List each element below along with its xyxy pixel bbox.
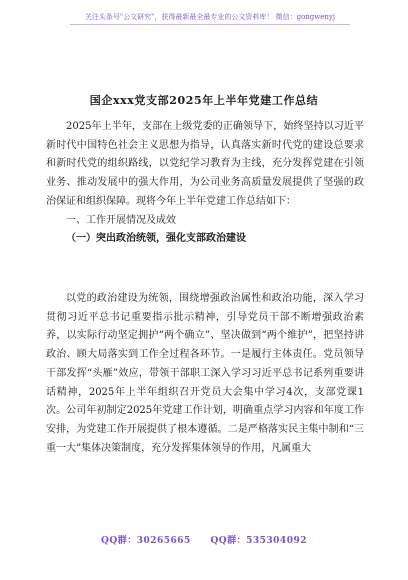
footer-qq-1: QQ群：30265665	[101, 536, 191, 546]
subsection-heading: （一）突出政治统领，强化支部政治建设	[66, 233, 246, 245]
document-title: 国企xxx党支部2025年上半年党建工作总结	[89, 94, 319, 107]
footer-qq-2: QQ群：535304092	[210, 536, 307, 546]
footer-qq-groups	[0, 533, 408, 546]
section-heading: 一、工作开展情况及成效	[66, 214, 176, 226]
intro-block	[46, 118, 364, 249]
body-paragraph: 以党的政治建设为统领，围绕增强政治属性和政治功能，深入学习贯彻习近平总书记重要指示批示精神，引导党员干部不断增强政治素养，以实际行动坚定拥护“两个确立”、坚决做到“两个维护”，把坚持讲政治、顾大局落实到工作全过程各环节。一是履行主体责任。党员领导干部发挥“头雁”效应，带领干部职工深入学习习近平总书记系列重要讲话精神，2025年上半年组织召开党员大会集中学习4次，支部党课1次。公司年初制定2025年党建工作计划，明确重点学习内容和年度工作安排，为党建工作开展提供了根本遵循。二是严格落实民主集中制和“三重一大”集体决策制度，充分发挥集体领导的作用，凡属重大	[46, 293, 364, 454]
body-block	[46, 290, 364, 458]
promo-banner: 关注头条号"公文研究"，获得最新最全最专业的公文资料库！ 微信：gongwenyj	[70, 10, 350, 25]
intro-paragraph: 2025年上半年，支部在上级党委的正确领导下，始终坚持以习近平新时代中国特色社会主义思想为指导，认真落实新时代党的建设总要求和新时代党的组织路线，以党纪学习教育为主线，充分发挥党建在引领业务、推动发展中的强大作用，为公司业务高质量发展提供了坚强的政治保证和组织保障。现将今年上半年党建工作总结如下：	[46, 121, 364, 207]
